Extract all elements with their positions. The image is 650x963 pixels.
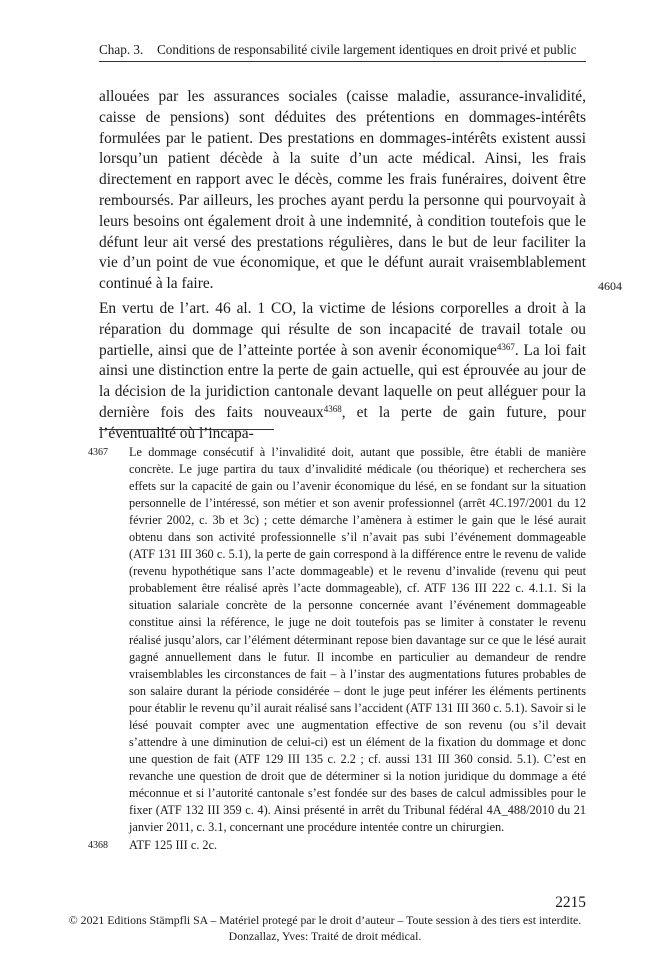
copyright-notice (0, 912, 650, 944)
page-number: 2215 (555, 894, 586, 911)
footnote-number: 4367 (88, 447, 108, 458)
paragraph-2-text-a: En vertu de l’art. 46 al. 1 CO, la victime de lésions corporelles a droit à la réparation du dommage qui résulte de son incapacité de travail totale ou partielle, ainsi que de l’atteinte portée à son avenir économique (99, 299, 586, 359)
footnote-separator (99, 429, 274, 430)
paragraph-2 (99, 299, 586, 445)
main-text (99, 87, 586, 445)
margin-number: 4604 (598, 279, 622, 293)
footnote (88, 444, 586, 836)
footnotes (88, 444, 586, 854)
footnote-ref-4367[interactable]: 4367 (496, 341, 515, 352)
footnote-text: ATF 125 III c. 2c. (129, 838, 218, 853)
paragraph-2-text-b: . La loi fait ainsi une distinction entre la perte de gain actuelle, qui est éprouvée au jour de la décision de la juridiction cantonale devant laquelle on peut alléguer pour la dernière fois des faits nouveaux (99, 341, 586, 421)
chapter-label: Chap. 3. (99, 42, 144, 57)
copyright-line-2: Donzallaz, Yves: Traité de droit médical. (228, 929, 422, 943)
chapter-title: Conditions de responsabilité civile largement identiques en droit privé et public (157, 42, 577, 57)
footnote-ref-4368[interactable]: 4368 (323, 403, 342, 414)
paragraph-2-text-c: , et la perte de gain future, pour l’éventualité où l’incapa- (99, 403, 586, 442)
copyright-line-1: © 2021 Editions Stämpfli SA – Matériel protegé par le droit d’auteur – Toute session à des tiers est interdite. (68, 913, 582, 927)
running-header (99, 42, 586, 58)
footnote (88, 837, 586, 854)
footnote-number: 4368 (88, 840, 108, 852)
paragraph-1: allouées par les assurances sociales (caisse maladie, assurance-invalidité, caisse de pensions) sont déduites des prétentions en dommages-intérêts formulées par le patient. Des prestations en dommages-intérêts existent aussi lorsqu’un patient décède à la suite d’un acte médical. Ainsi, les frais directement en rapport avec le décès, comme les frais funéraires, doivent être remboursés. Par ailleurs, les proches ayant perdu la personne qui pourvoyait à leurs besoins ont également droit à une indemnité, à condition toutefois que le défunt leur ait versé des prestations régulières, dans le but de leur faciliter la vie d’un point de vue économique, et que le défunt aurait vraisemblablement continué à la faire. (99, 88, 586, 293)
footnote-text: Le dommage consécutif à l’invalidité doit, autant que possible, être établi de manière concrète. Le juge partira du taux d’invalidité médicale (ou théorique) et recherchera ses effets sur la capacité de gain ou l’avenir économique du lésé, en se fondant sur la situation personnelle de l’intéressé, son métier et son avenir professionnel (arrêt 4C.197/2001 du 12 février 2002, c. 3b et 3c) ; cette démarche l’amènera à estimer le gain que le lésé aurait obtenu dans son activité professionnelle s’il n’avait pas subi l’événement dommageable (ATF 131 III 360 c. 5.1), la perte de gain correspond à la différence entre le revenu de valide (revenu hypothétique sans l’acte dommageable) et le revenu d’invalide (revenu qui peut probablement être réalisé après l’acte dommageable), cf. ATF 136 III 222 c. 4.1.1. Si la situation salariale concrète de la personne concernée avant l’événement dommageable constitue ainsi la référence, le juge ne doit toutefois pas se limiter à constater le revenu réalisé jusqu’alors, car l’élément déterminant repose bien davantage sur ce que le lésé aurait gagné annuellement dans le futur. Il incombe en particulier au demandeur de rendre vraisemblables les circonstances de fait – à l’instar des augmentations futures probables de son salaire durant la période considérée – dont le juge peut inférer les éléments pertinents pour établir le revenu qu’il aurait réalisé sans l’accident (ATF 131 III 360 c. 5.1). Savoir si le lésé pouvait compter avec une augmentation effective de son revenu (ou s’il devait s’attendre à une diminution de celui-ci) est un élément de la fixation du dommage et donc une question de fait (ATF 129 III 135 c. 2.2 ; cf. aussi 131 III 360 consid. 5.1). C’est en revanche une question de droit que de déterminer si la notion juridique du dommage a été méconnue et si l’autorité cantonale s’est fondée sur des bases de calcul admissibles pour le fixer (ATF 132 III 359 c. 4). Ainsi présenté in arrêt du Tribunal fédéral 4A_488/2010 du 21 janvier 2011, c. 3.1, concernant une procédure intentée contre un chirurgien. (129, 445, 586, 835)
header-rule (99, 61, 586, 62)
